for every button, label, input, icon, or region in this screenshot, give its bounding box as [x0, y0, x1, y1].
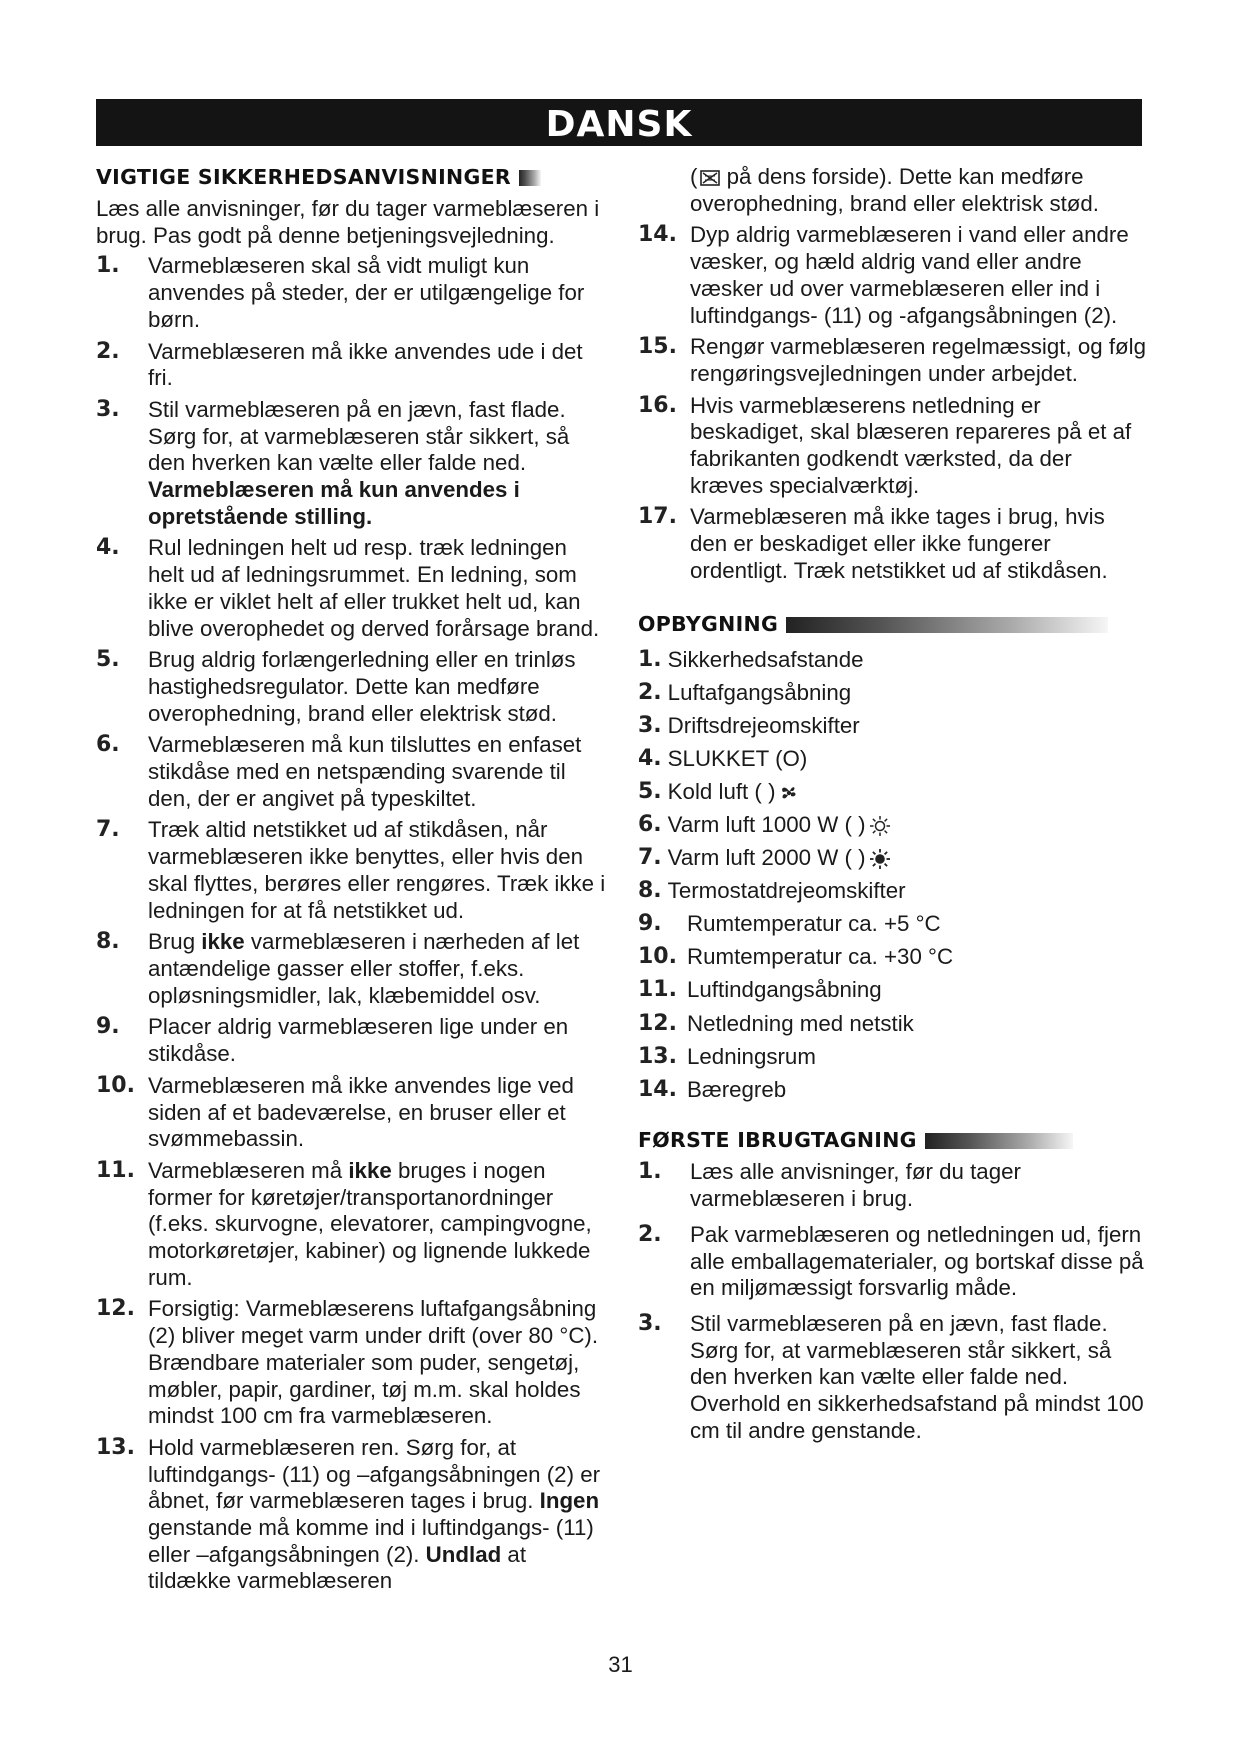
do-not-cover-icon [700, 170, 720, 186]
safety-item: 11. Varmeblæseren må ikke bruges i nogen former for køretøjer/transportanordninger (f.eks. skurvogne, elevatorer, campingvogne, motorkøretøjer, kabiner) og lignende lukkede rum. [96, 1157, 592, 1290]
first-use-item: 1. Læs alle anvisninger, før du tager varmeblæseren i brug. [638, 1159, 1021, 1212]
part-item: 6. Varm luft 1000 W ( ) [638, 812, 1148, 839]
part-item: 4. SLUKKET (O) [638, 745, 808, 771]
heading-gradient-bar [925, 1133, 1073, 1149]
part-item: 7. Varm luft 2000 W ( ) [638, 845, 1148, 872]
safety-item: 12. Forsigtig: Varmeblæserens luftafgangsåbning (2) bliver meget varm under drift (over 80 °C). Brændbare materialer som puder, sengetøj, møbler, papir, gardiner, tøj m.m. skal holdes mindst 100 cm fra varmeblæseren. [96, 1296, 599, 1429]
safety-item: 2. Varmeblæseren må ikke anvendes ude i det fri. [96, 338, 583, 391]
safety-item: 14. Dyp aldrig varmeblæseren i vand eller andre væsker, og hæld aldrig vand eller andre væsker ud over varmeblæseren eller ind i luftindgangs- (11) og -afgangsåbningen (2). [638, 222, 1129, 328]
part-item: 14. Bæregreb [638, 1076, 787, 1102]
part-item: 5. Kold luft ( ) [638, 779, 1148, 806]
first-use-heading: FØRSTE IBRUGTAGNING [638, 1127, 1148, 1153]
construction-list [638, 647, 1148, 1104]
safety-item: 3. Stil varmeblæseren på en jævn, fast flade. Sørg for, at varmeblæseren står sikkert, så den hverken kan vælte eller falde ned. Varmeblæseren må kun anvendes i opretstående stilling. [96, 396, 570, 529]
safety-item: 7. Træk altid netstikket ud af stikdåsen, når varmeblæseren ikke benyttes, eller hvis den skal flyttes, berøres eller rengøres. Træk ikke i ledningen for at få netstikket ud. [96, 817, 606, 923]
safety-heading: VIGTIGE SIKKERHEDSANVISNINGER [96, 164, 606, 190]
part-item: 3. Driftsdrejeomskifter [638, 712, 860, 738]
safety-item: 6. Varmeblæseren må kun tilsluttes en enfaset stikdåse med en netspænding svarende til den, der er angivet på typeskiltet. [96, 732, 582, 811]
heading-gradient-bar [786, 617, 1108, 633]
part-item: 12. Netledning med netstik [638, 1010, 914, 1036]
safety-item: 8. Brug ikke varmeblæseren i nærheden af let antændelige gasser eller stoffer, f.eks. opløsningsmidler, lak, klæbemiddel osv. [96, 929, 580, 1008]
part-item: 1. Sikkerhedsafstande [638, 646, 864, 672]
part-item: 9. Rumtemperatur ca. +5 °C [638, 911, 941, 937]
safety-item: 1. Varmeblæseren skal så vidt muligt kun anvendes på steder, der er utilgængelige for børn. [96, 253, 585, 332]
construction-heading: OPBYGNING [638, 611, 1148, 637]
language-title: DANSK [545, 104, 693, 145]
safety-item: 10. Varmeblæseren må ikke anvendes lige ved siden af et badeværelse, en bruser eller et svømmebassin. [96, 1072, 574, 1152]
left-column [96, 164, 606, 1600]
part-item: 13. Ledningsrum [638, 1043, 816, 1069]
page-number: 31 [608, 1652, 633, 1677]
safety-item-continuation: ( på dens forside). Dette kan medføre overophedning, brand eller elektrisk stød. [690, 164, 1099, 216]
fan-icon [779, 784, 799, 802]
first-use-item: 3. Stil varmeblæseren på en jævn, fast flade. Sørg for, at varmeblæseren står sikkert, så den hverken kan vælte eller falde ned. Overhold en sikkerhedsafstand på mindst 100 cm til andre genstande. [638, 1310, 1144, 1443]
sun-filled-icon [869, 848, 891, 870]
part-item: 2. Luftafgangsåbning [638, 679, 852, 705]
safety-item: 13. Hold varmeblæseren ren. Sørg for, at luftindgangs- (11) og –afgangsåbningen (2) er åbnet, før varmeblæseren tages i brug. Ingen genstande må komme ind i luftindgangs- (11) eller –afgangsåbningen (2). Undlad at tildække varmeblæseren [96, 1434, 601, 1594]
safety-item: 4. Rul ledningen helt ud resp. træk ledningen helt ud af ledningsrummet. En ledning, som ikke er viklet helt af eller trukket helt ud, kan blive overophedet og derved forårsage brand. [96, 535, 600, 641]
safety-item: 9. Placer aldrig varmeblæseren lige under en stikdåse. [96, 1014, 569, 1067]
first-use-item: 2. Pak varmeblæseren og netledningen ud, fjern alle emballagematerialer, og bortskaf disse på en miljømæssigt forsvarlig måde. [638, 1221, 1144, 1301]
part-item: 8. Termostatdrejeomskifter [638, 878, 906, 904]
sun-outline-icon [869, 815, 891, 837]
heading-gradient-bar [519, 170, 541, 186]
part-item: 11. Luftindgangsåbning [638, 977, 882, 1003]
safety-item: 5. Brug aldrig forlængerledning eller en trinløs hastighedsregulator. Dette kan medføre overophedning, brand eller elektrisk stød. [96, 647, 576, 726]
safety-item: 16. Hvis varmeblæserens netledning er beskadiget, skal blæseren repareres på et af fabrikanten godkendt værksted, da der kræves specialværktøj. [638, 392, 1132, 498]
safety-item: 17. Varmeblæseren må ikke tages i brug, hvis den er beskadiget eller ikke fungerer ordentligt. Træk netstikket ud af stikdåsen. [638, 504, 1108, 583]
safety-intro: Læs alle anvisninger, før du tager varmeblæseren i brug. Pas godt på denne betjeningsvejledning. [96, 196, 600, 248]
safety-item: 15. Rengør varmeblæseren regelmæssigt, og følg rengøringsvejledningen under arbejdet. [638, 334, 1147, 386]
right-column [638, 164, 1148, 1450]
language-banner [96, 99, 1142, 146]
part-item: 10. Rumtemperatur ca. +30 °C [638, 944, 954, 970]
